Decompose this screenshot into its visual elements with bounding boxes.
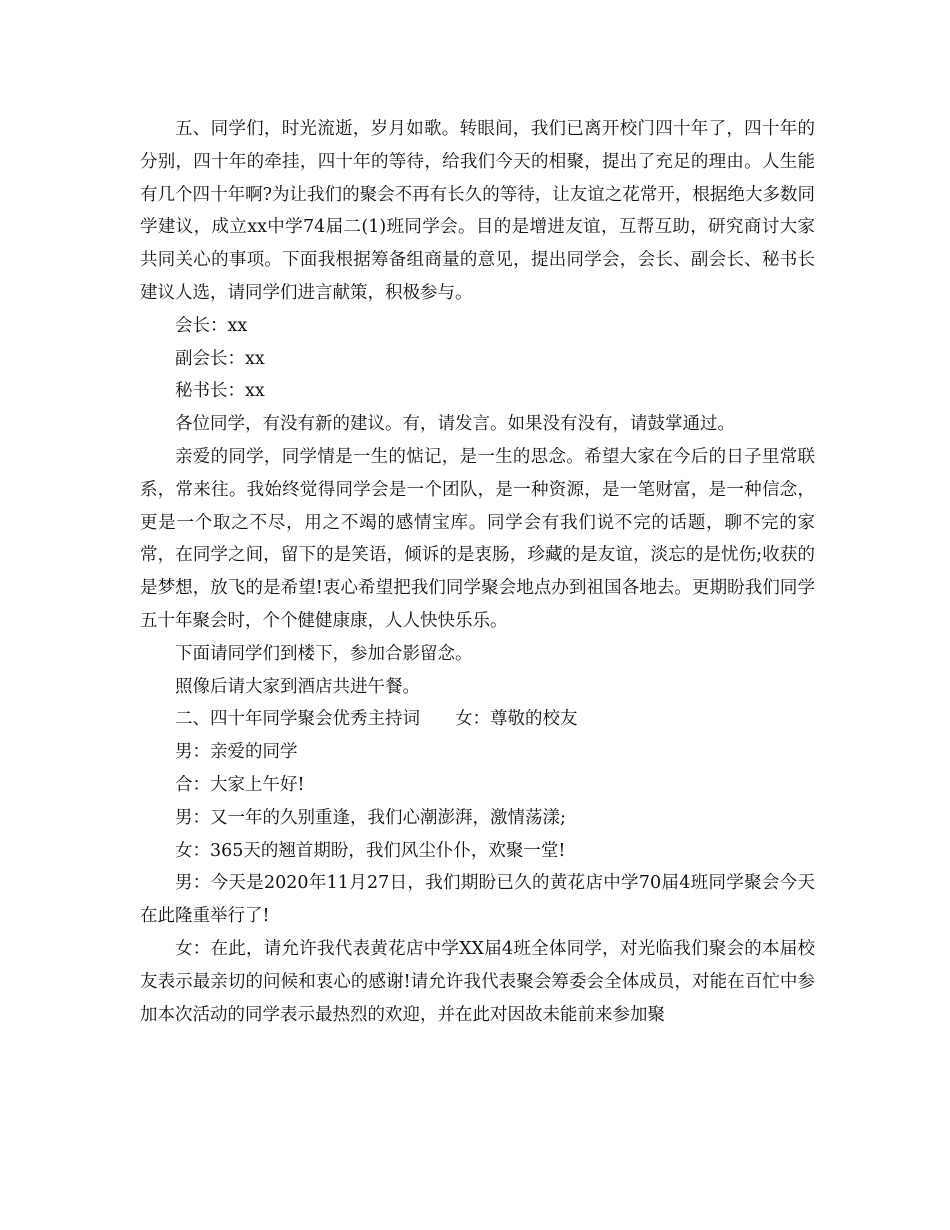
paragraph-lunch: 照像后请大家到酒店共进午餐。 (175, 676, 420, 697)
paragraph-male-reunion: 男：又一年的久别重逢，我们心潮澎湃，激情荡漾; (175, 807, 566, 828)
paragraph-president: 会长：xx (175, 315, 248, 336)
paragraph-photo: 下面请同学们到楼下，参加合影留念。 (175, 643, 473, 664)
paragraph-secretary: 秘书长：xx (175, 381, 265, 402)
paragraph-vote: 各位同学，有没有新的建议。有，请发言。如果没有没有，请鼓掌通过。 (175, 414, 735, 435)
paragraph-male-greeting: 男：亲爱的同学 (175, 742, 298, 763)
document-page (140, 113, 815, 1031)
paragraph-intro: 五、同学们，时光流逝，岁月如歌。转眼间，我们已离开校门四十年了，四十年的分别，四十年的牵挂，四十年的等待，给我们今天的相聚，提出了充足的理由。人生能有几个四十年啊?为让我们的聚会不再有长久的等待，让友谊之花常开，根据绝大多数同学建议，成立xx中学74届二(1)班同学会。目的是增进友谊，互帮互助，研究商讨大家共同关心的事项。下面我根据筹备组商量的意见，提出同学会，会长、副会长、秘书长建议人选，请同学们进言献策，积极参与。 (140, 119, 815, 303)
paragraph-female-welcome: 女：在此，请允许我代表黄花店中学XX届4班全体同学，对光临我们聚会的本届校友表示最亲切的问候和衷心的感谢!请允许我代表聚会筹委会全体成员，对能在百忙中参加本次活动的同学表示最热烈的欢迎，并在此对因故未能前来参加聚 (140, 938, 815, 1025)
paragraph-male-date: 男：今天是2020年11月27日，我们期盼已久的黄花店中学70届4班同学聚会今天在此隆重举行了! (140, 873, 815, 927)
paragraph-vice-president: 副会长：xx (175, 348, 265, 369)
paragraph-together-greeting: 合：大家上午好! (175, 774, 305, 795)
paragraph-section-two-heading: 二、四十年同学聚会优秀主持词 女：尊敬的校友 (175, 709, 578, 730)
paragraph-classmates: 亲爱的同学，同学情是一生的惦记，是一生的思念。希望大家在今后的日子里常联系，常来往。我始终觉得同学会是一个团队，是一种资源，是一笔财富，是一种信念，更是一个取之不尽，用之不竭的感情宝库。同学会有我们说不完的话题，聊不完的家常，在同学之间，留下的是笑语，倾诉的是衷肠，珍藏的是友谊，淡忘的是忧伤;收获的是梦想，放飞的是希望!衷心希望把我们同学聚会地点办到祖国各地去。更期盼我们同学五十年聚会时，个个健健康康，人人快快乐乐。 (140, 446, 815, 631)
paragraph-female-anticipation: 女：365天的翘首期盼，我们风尘仆仆，欢聚一堂! (175, 840, 566, 861)
